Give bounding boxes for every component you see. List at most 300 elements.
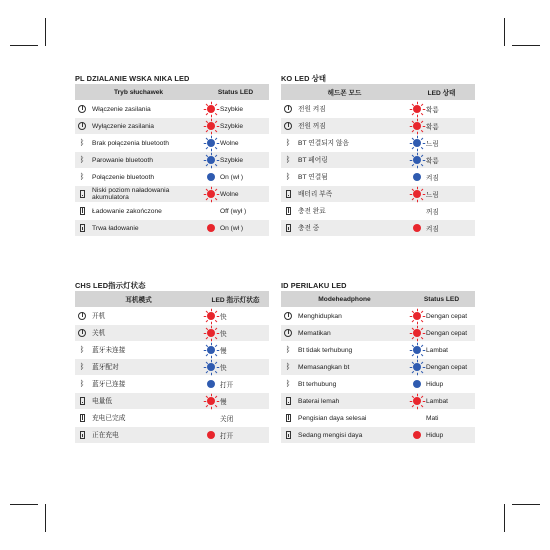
- led-ray: [422, 316, 425, 317]
- led-indicator: [408, 363, 426, 371]
- table-row: [281, 101, 475, 117]
- battery-body: [286, 190, 291, 198]
- row-label: 충전 중: [298, 224, 320, 232]
- header-status: LED 상태: [427, 90, 456, 97]
- led-dot: [207, 312, 215, 320]
- led-ray: [420, 327, 422, 329]
- bluetooth-icon: [281, 363, 295, 371]
- header-mode: 耳机模式: [125, 297, 152, 304]
- table-row: [75, 393, 269, 409]
- bluetooth-symbol: ᛒ: [285, 379, 291, 388]
- led-dot: [207, 139, 215, 147]
- led-indicator: [202, 122, 220, 130]
- led-ray: [214, 310, 216, 312]
- led-indicator: [202, 363, 220, 371]
- header-status: Status LED: [217, 88, 254, 96]
- row-label: Mematikan: [298, 329, 331, 337]
- led-ray: [214, 395, 216, 397]
- led-ray: [205, 129, 207, 131]
- row-status: Szybkie: [220, 156, 244, 164]
- row-status: Dengan cepat: [426, 312, 468, 320]
- row-label: Niski poziom naładowania akumulatora: [92, 187, 170, 201]
- table-row: [281, 220, 475, 236]
- table-row: [281, 203, 475, 219]
- table-header: [281, 291, 475, 307]
- table-row: [281, 427, 475, 443]
- row-status: 打开: [220, 382, 234, 389]
- led-ray: [411, 112, 413, 114]
- led-ray: [214, 327, 216, 329]
- battery-fill: [288, 227, 289, 230]
- led-ray: [203, 126, 206, 127]
- led-ray: [411, 336, 413, 338]
- power-symbol: [284, 329, 292, 337]
- led-ray: [417, 135, 418, 138]
- blinking-led-icon: [207, 122, 215, 130]
- led-indicator: [202, 380, 220, 388]
- battery-fill: [288, 434, 289, 437]
- led-dot: [413, 122, 421, 130]
- row-label: 배터리 부족: [298, 190, 333, 198]
- crop-mark: [45, 18, 46, 46]
- table-header: [75, 291, 269, 307]
- row-status: Wolne: [220, 139, 239, 147]
- header-mode: Tryb słuchawek: [113, 88, 164, 96]
- crop-mark: [10, 504, 38, 505]
- bluetooth-icon: [75, 173, 89, 181]
- row-status: 关闭: [220, 416, 234, 423]
- led-indicator: [408, 312, 426, 320]
- led-dot: [207, 156, 215, 164]
- row-status: 慢: [220, 399, 227, 406]
- row-label: 蓝牙未连接: [92, 346, 126, 354]
- led-ray: [211, 152, 212, 155]
- table-row: [75, 118, 269, 134]
- led-indicator: [408, 139, 426, 147]
- battery-body: [286, 414, 291, 422]
- row-status: 켜짐: [426, 175, 439, 182]
- led-ray: [214, 154, 216, 156]
- bluetooth-symbol: ᛒ: [79, 138, 85, 147]
- led-dot: [413, 380, 421, 388]
- battery-low-icon: [281, 397, 295, 405]
- row-label: Połączenie bluetooth: [92, 173, 155, 181]
- blinking-led-icon: [413, 397, 421, 405]
- bluetooth-icon: [281, 346, 295, 354]
- battery-fill: [288, 208, 289, 213]
- led-ray: [214, 137, 216, 139]
- blinking-led-icon: [207, 346, 215, 354]
- led-ray: [214, 120, 216, 122]
- led-ray: [214, 197, 216, 199]
- led-ray: [211, 359, 212, 362]
- power-icon: [281, 122, 295, 130]
- table-row: [281, 359, 475, 375]
- crop-mark: [10, 45, 38, 46]
- led-ray: [214, 353, 216, 355]
- table-row: [75, 427, 269, 443]
- row-label: BT 연결되지 않음: [298, 139, 349, 147]
- battery-charging-icon: [281, 224, 295, 232]
- row-label: 正在充电: [92, 431, 119, 439]
- led-ray: [420, 120, 422, 122]
- row-label: 充电已完成: [92, 414, 126, 422]
- led-dot: [413, 105, 421, 113]
- power-icon: [75, 312, 89, 320]
- led-indicator: [202, 190, 220, 198]
- row-status: Hidup: [426, 380, 444, 388]
- led-ray: [409, 109, 412, 110]
- blinking-led-icon: [413, 156, 421, 164]
- led-ray: [211, 186, 212, 189]
- led-ray: [205, 370, 207, 372]
- led-ray: [203, 143, 206, 144]
- led-indicator: [408, 105, 426, 113]
- led-ray: [420, 361, 422, 363]
- table-row: [75, 152, 269, 168]
- led-ray: [417, 199, 418, 202]
- led-ray: [214, 163, 216, 165]
- row-status: On (wł ): [220, 173, 244, 181]
- led-indicator: [202, 397, 220, 405]
- led-ray: [214, 344, 216, 346]
- power-icon: [281, 105, 295, 113]
- led-ray: [214, 336, 216, 338]
- power-symbol: [284, 122, 292, 130]
- led-indicator: [408, 329, 426, 337]
- crop-mark: [504, 504, 505, 532]
- table-row: [281, 308, 475, 324]
- row-status: 快: [220, 331, 227, 338]
- led-dot: [413, 224, 421, 232]
- led-ray: [411, 163, 413, 165]
- battery-fill: [82, 434, 83, 437]
- row-status: 확름: [426, 158, 439, 165]
- led-dot: [413, 397, 421, 405]
- bluetooth-symbol: ᛒ: [79, 362, 85, 371]
- led-ray: [211, 308, 212, 311]
- power-symbol: [78, 329, 86, 337]
- led-ray: [417, 338, 418, 341]
- blinking-led-icon: [207, 139, 215, 147]
- power-icon: [75, 329, 89, 337]
- led-ray: [216, 367, 219, 368]
- led-ray: [420, 154, 422, 156]
- row-label: Menghidupkan: [298, 312, 342, 320]
- table-row: [281, 410, 475, 426]
- led-ray: [205, 197, 207, 199]
- led-ray: [420, 310, 422, 312]
- row-status: Lambat: [426, 346, 448, 354]
- led-dot: [413, 431, 421, 439]
- table-row: [75, 342, 269, 358]
- blinking-led-icon: [207, 190, 215, 198]
- row-label: Włączenie zasilania: [92, 105, 151, 113]
- led-ray: [216, 143, 219, 144]
- row-status: 켜짐: [426, 226, 439, 233]
- led-dot: [207, 105, 215, 113]
- section-chs: [75, 280, 269, 443]
- blinking-led-icon: [207, 312, 215, 320]
- led-ray: [409, 126, 412, 127]
- led-ray: [214, 404, 216, 406]
- battery-charging-icon: [75, 224, 89, 232]
- row-status: Szybkie: [220, 122, 244, 130]
- led-ray: [411, 129, 413, 131]
- battery-low-icon: [75, 190, 89, 198]
- power-symbol: [78, 122, 86, 130]
- led-indicator: [408, 173, 426, 181]
- crop-mark: [504, 18, 505, 46]
- row-label: 蓝牙配对: [92, 363, 119, 371]
- led-ray: [211, 165, 212, 168]
- led-ray: [409, 333, 412, 334]
- row-label: BT 페어링: [298, 156, 328, 164]
- row-status: 확름: [426, 107, 439, 114]
- led-ray: [420, 197, 422, 199]
- bluetooth-symbol: ᛒ: [79, 379, 85, 388]
- row-label: Sedang mengisi daya: [298, 431, 363, 439]
- led-indicator: [202, 173, 220, 181]
- led-dot: [207, 397, 215, 405]
- led-ray: [417, 393, 418, 396]
- table-row: [75, 410, 269, 426]
- blinking-led-icon: [413, 105, 421, 113]
- led-ray: [211, 355, 212, 358]
- led-ray: [411, 319, 413, 321]
- led-ray: [214, 361, 216, 363]
- blinking-led-icon: [413, 346, 421, 354]
- bluetooth-icon: [281, 139, 295, 147]
- bluetooth-icon: [75, 139, 89, 147]
- led-indicator: [202, 105, 220, 113]
- table-row: [75, 220, 269, 236]
- header-mode: 헤드폰 모드: [327, 90, 362, 97]
- power-icon: [75, 105, 89, 113]
- row-status: Mati: [426, 414, 439, 422]
- led-ray: [203, 316, 206, 317]
- led-ray: [417, 321, 418, 324]
- row-label: 开机: [92, 312, 106, 320]
- battery-body: [80, 414, 85, 422]
- row-status: Hidup: [426, 431, 444, 439]
- led-ray: [417, 165, 418, 168]
- bluetooth-symbol: ᛒ: [285, 172, 291, 181]
- blinking-led-icon: [413, 363, 421, 371]
- battery-charging-icon: [75, 431, 89, 439]
- led-ray: [422, 350, 425, 351]
- table-row: [75, 325, 269, 341]
- battery-fill: [288, 415, 289, 420]
- battery-body: [80, 224, 85, 232]
- battery-low-icon: [281, 190, 295, 198]
- bluetooth-icon: [75, 380, 89, 388]
- led-ray: [211, 114, 212, 117]
- led-dot: [413, 329, 421, 337]
- table-row: [281, 135, 475, 151]
- led-ray: [409, 160, 412, 161]
- power-icon: [75, 122, 89, 130]
- led-ray: [420, 395, 422, 397]
- table-row: [281, 186, 475, 202]
- led-indicator: [408, 122, 426, 130]
- row-status: 꺼짐: [426, 209, 439, 216]
- led-ray: [203, 401, 206, 402]
- section-title: ID PERILAKU LED: [281, 281, 347, 290]
- blinking-led-icon: [207, 363, 215, 371]
- battery-fill: [288, 402, 289, 404]
- header-mode: Modeheadphone: [318, 295, 371, 303]
- led-ray: [205, 353, 207, 355]
- led-indicator: [408, 224, 426, 232]
- led-ray: [205, 112, 207, 114]
- blinking-led-icon: [413, 190, 421, 198]
- led-ray: [409, 367, 412, 368]
- battery-fill: [82, 415, 83, 420]
- led-ray: [214, 370, 216, 372]
- led-indicator: [202, 431, 220, 439]
- row-label: Bt terhubung: [298, 380, 337, 388]
- bluetooth-icon: [281, 173, 295, 181]
- header-status: LED 指示灯状态: [211, 297, 260, 304]
- table-row: [75, 169, 269, 185]
- led-indicator: [408, 380, 426, 388]
- bluetooth-icon: [75, 346, 89, 354]
- battery-body: [80, 190, 85, 198]
- row-status: 快: [220, 365, 227, 372]
- blinking-led-icon: [207, 329, 215, 337]
- led-dot: [413, 190, 421, 198]
- led-ray: [420, 353, 422, 355]
- led-ray: [420, 404, 422, 406]
- table-row: [281, 169, 475, 185]
- led-ray: [420, 336, 422, 338]
- row-status: Dengan cepat: [426, 363, 468, 371]
- battery-body: [80, 397, 85, 405]
- power-symbol: [284, 312, 292, 320]
- row-label: Brak połączenia bluetooth: [92, 139, 169, 147]
- crop-mark: [45, 504, 46, 532]
- row-label: Pengisian daya selesai: [298, 414, 367, 422]
- led-ray: [409, 194, 412, 195]
- led-ray: [216, 160, 219, 161]
- led-dot: [207, 224, 215, 232]
- led-ray: [420, 163, 422, 165]
- led-ray: [417, 325, 418, 328]
- row-status: 느림: [426, 141, 439, 148]
- section-pl: [75, 73, 269, 236]
- led-ray: [203, 367, 206, 368]
- led-ray: [417, 308, 418, 311]
- row-label: Baterai lemah: [298, 397, 340, 405]
- row-status: On (wł ): [220, 224, 244, 232]
- row-status: Dengan cepat: [426, 329, 468, 337]
- led-ray: [216, 109, 219, 110]
- led-ray: [216, 316, 219, 317]
- led-ray: [417, 114, 418, 117]
- led-ray: [411, 404, 413, 406]
- led-ray: [205, 163, 207, 165]
- led-ray: [417, 152, 418, 155]
- table-row: [75, 376, 269, 392]
- led-dot: [207, 380, 215, 388]
- led-ray: [409, 143, 412, 144]
- table-row: [281, 342, 475, 358]
- crop-mark: [512, 45, 540, 46]
- battery-body: [80, 431, 85, 439]
- led-indicator: [202, 139, 220, 147]
- table-row: [75, 203, 269, 219]
- led-indicator: [202, 346, 220, 354]
- row-status: 慢: [220, 348, 227, 355]
- led-ray: [422, 143, 425, 144]
- bluetooth-symbol: ᛒ: [79, 155, 85, 164]
- led-dot: [207, 173, 215, 181]
- led-ray: [211, 131, 212, 134]
- table-header: [281, 84, 475, 100]
- led-ray: [214, 103, 216, 105]
- battery-full-icon: [75, 207, 89, 215]
- row-label: Bt tidak terhubung: [298, 346, 353, 354]
- led-ray: [422, 109, 425, 110]
- table-row: [281, 325, 475, 341]
- section-title: KO LED 상태: [281, 74, 327, 83]
- led-ray: [205, 319, 207, 321]
- led-ray: [409, 316, 412, 317]
- led-ray: [203, 194, 206, 195]
- led-ray: [211, 342, 212, 345]
- led-ray: [417, 359, 418, 362]
- led-indicator: [202, 224, 220, 232]
- battery-fill: [82, 195, 83, 197]
- row-label: Memasangkan bt: [298, 363, 350, 371]
- led-ray: [211, 148, 212, 151]
- led-ray: [411, 370, 413, 372]
- led-ray: [417, 118, 418, 121]
- led-ray: [214, 188, 216, 190]
- led-ray: [216, 126, 219, 127]
- led-ray: [420, 319, 422, 321]
- row-label: 전원 꺼짐: [298, 122, 326, 130]
- row-status: Wolne: [220, 190, 239, 198]
- bluetooth-symbol: ᛒ: [285, 362, 291, 371]
- bluetooth-symbol: ᛒ: [285, 138, 291, 147]
- led-ray: [411, 353, 413, 355]
- led-ray: [420, 188, 422, 190]
- led-dot: [207, 122, 215, 130]
- led-ray: [422, 160, 425, 161]
- power-symbol: [78, 105, 86, 113]
- table-row: [75, 308, 269, 324]
- led-ray: [420, 137, 422, 139]
- led-indicator: [202, 312, 220, 320]
- table-row: [281, 152, 475, 168]
- led-ray: [422, 367, 425, 368]
- led-ray: [216, 350, 219, 351]
- bluetooth-icon: [75, 363, 89, 371]
- led-dot: [413, 346, 421, 354]
- row-label: Parowanie bluetooth: [92, 156, 153, 164]
- led-indicator: [408, 156, 426, 164]
- led-ray: [417, 186, 418, 189]
- led-indicator: [408, 431, 426, 439]
- led-dot: [413, 312, 421, 320]
- row-status: Szybkie: [220, 105, 244, 113]
- led-ray: [203, 160, 206, 161]
- row-status: Off (wył ): [220, 207, 247, 215]
- led-ray: [417, 131, 418, 134]
- led-ray: [211, 372, 212, 375]
